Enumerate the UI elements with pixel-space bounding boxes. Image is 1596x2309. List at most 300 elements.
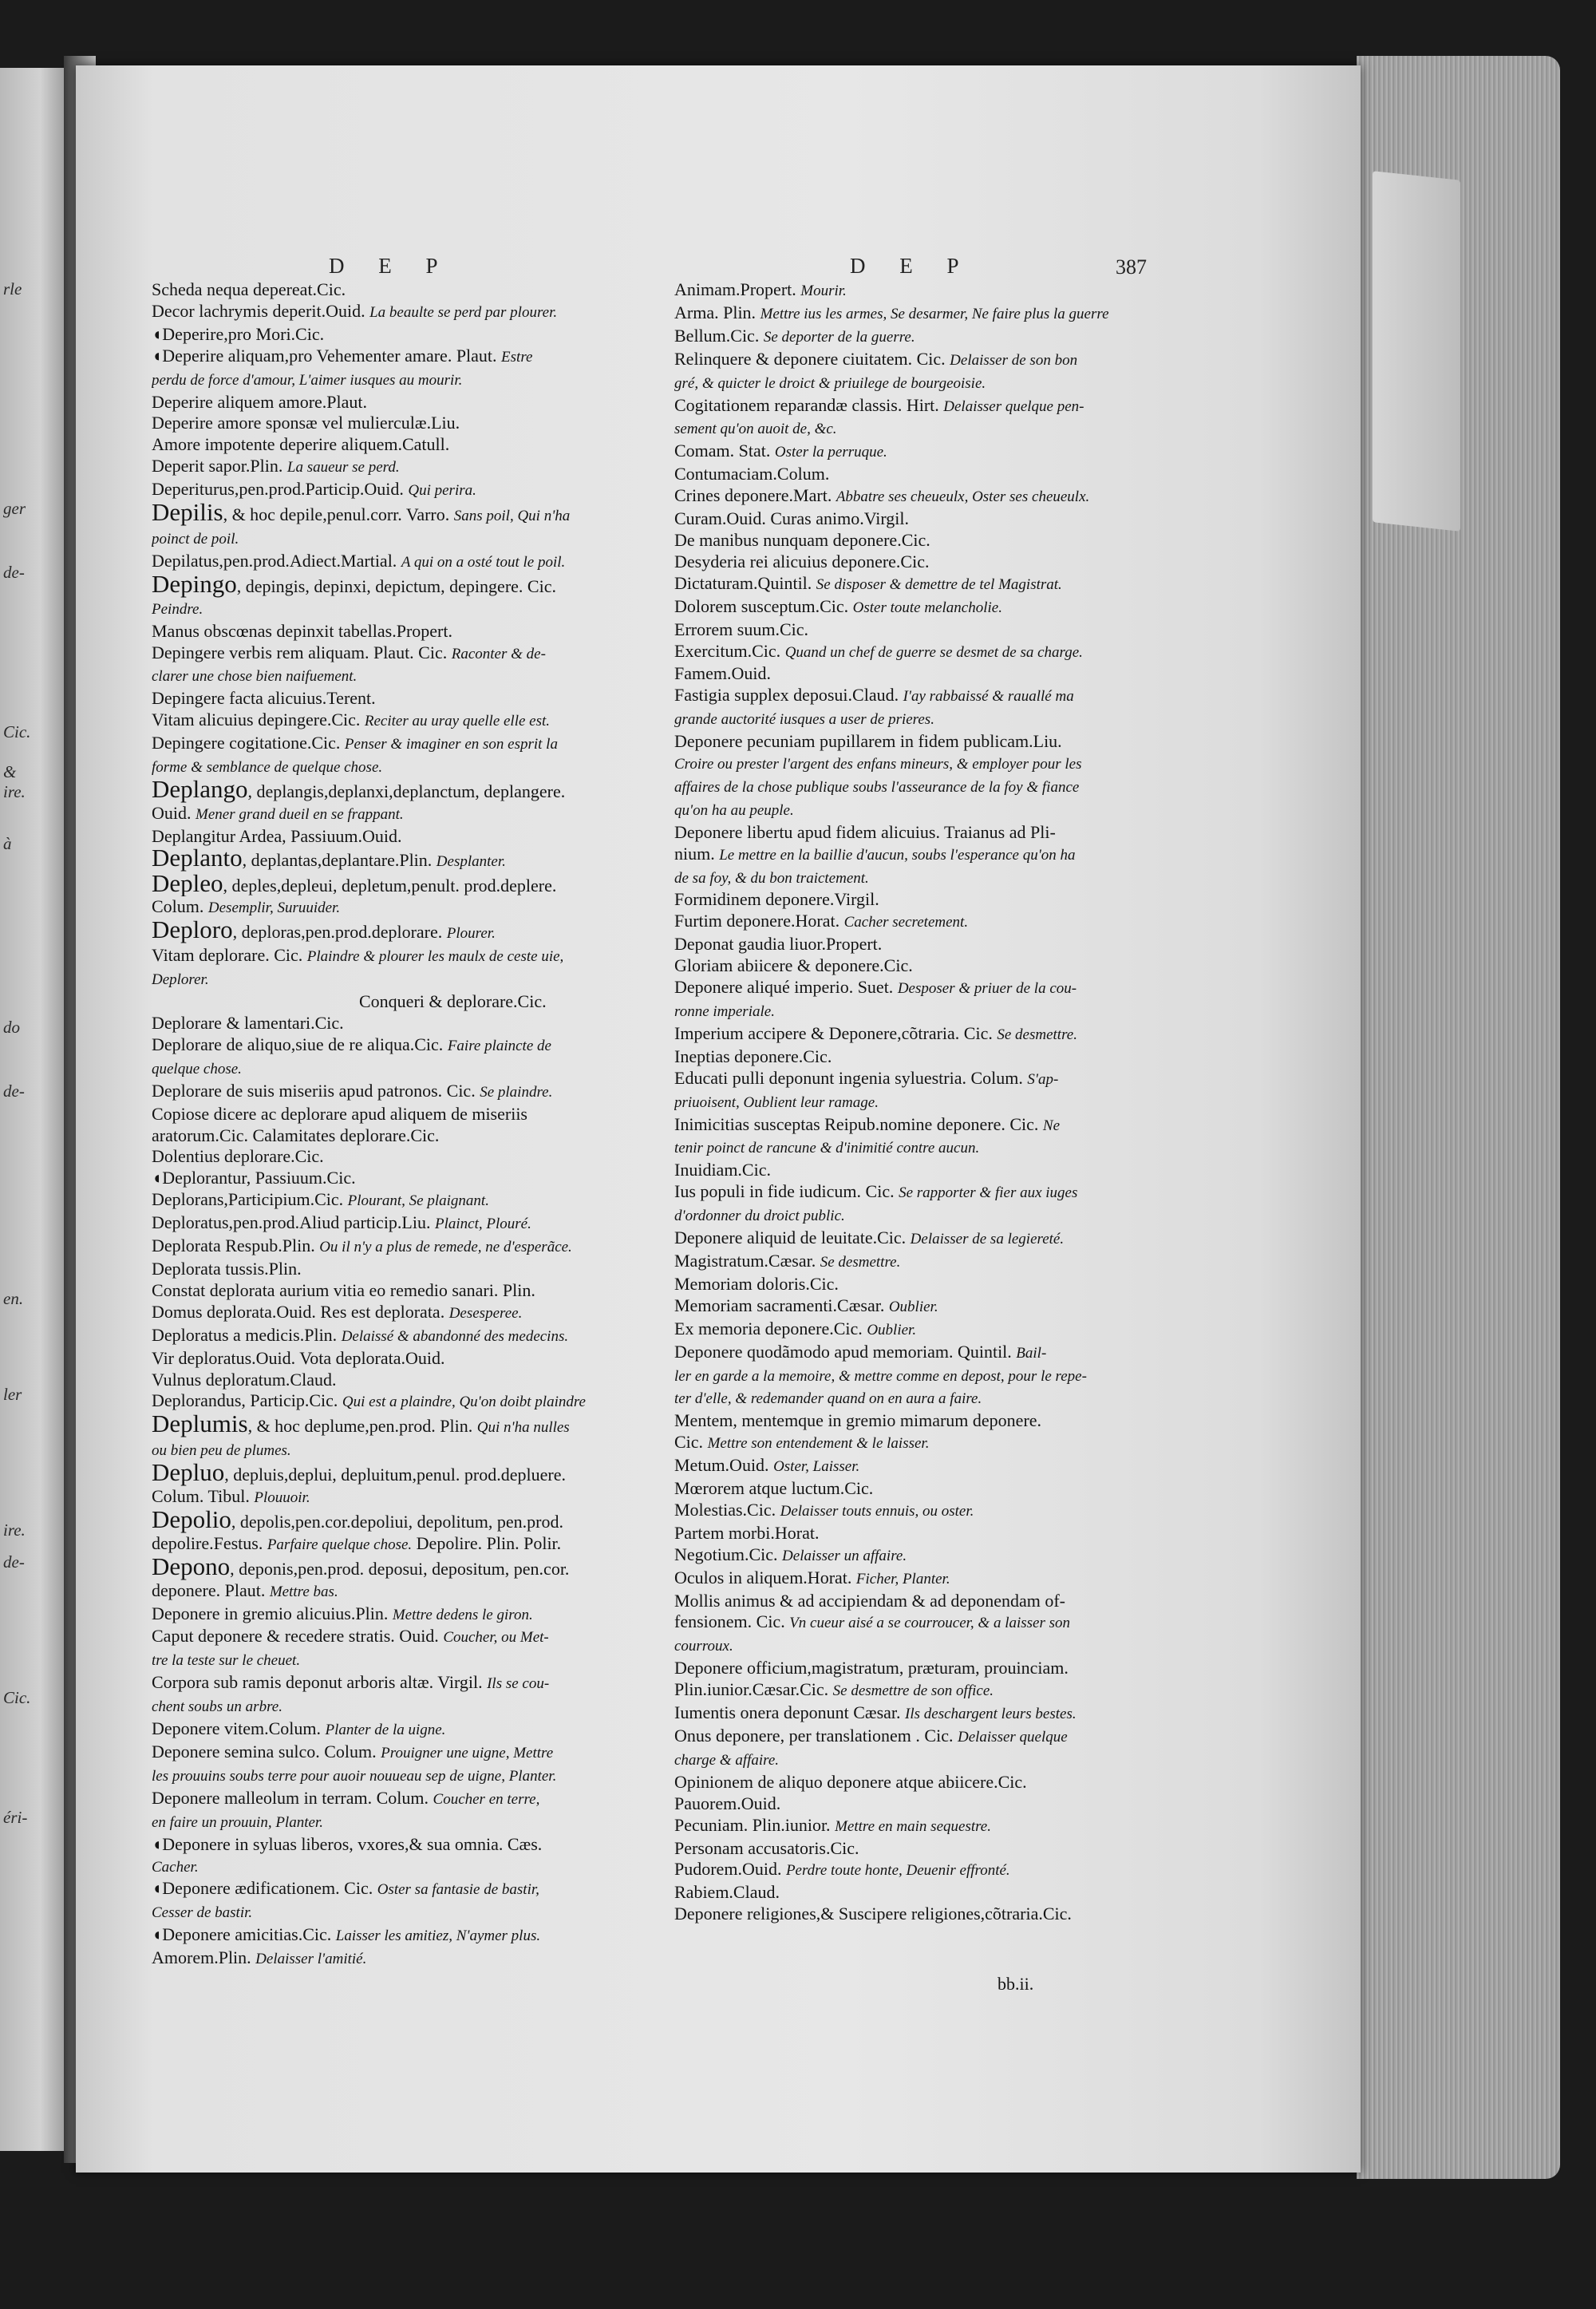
latin-text: Pauorem.Ouid. [674, 1793, 781, 1813]
signature-mark: bb.ii. [998, 1974, 1034, 1994]
french-gloss: Oster la perruque. [774, 444, 887, 461]
latin-text: ◖Deperire aliquam,pro Vehementer amare. Plaut. [152, 345, 497, 366]
dictionary-line [674, 753, 1137, 776]
latin-text: Colum. [152, 896, 204, 917]
dictionary-line [152, 1811, 618, 1834]
french-gloss: Delaisser de son bon [950, 351, 1078, 369]
dictionary-line [152, 598, 618, 621]
latin-text: Domus deplorata.Ouid. Res est deplorata. [152, 1301, 445, 1322]
latin-text: Mollis animus & ad accipiendam & ad deponendam of- [674, 1590, 1065, 1611]
latin-text: Deplorare & lamentari.Cic. [152, 1013, 344, 1033]
french-gloss: Oublier. [888, 1298, 938, 1315]
french-gloss: Mourir. [800, 283, 847, 299]
dictionary-line [152, 1462, 618, 1486]
french-gloss: Bail- [1016, 1344, 1047, 1362]
dictionary-line [152, 1370, 618, 1391]
dictionary-line [674, 1726, 1137, 1749]
dictionary-line [152, 1034, 618, 1058]
dictionary-line [152, 392, 618, 413]
left-column [152, 279, 618, 1971]
latin-text: Bellum.Cic. [674, 325, 760, 346]
latin-text: Exercitum.Cic. [674, 640, 781, 661]
dictionary-line [674, 1387, 1137, 1410]
latin-text: Deperit sapor.Plin. [152, 456, 283, 476]
french-gloss: Se desmettre. [820, 1253, 901, 1271]
dictionary-line [152, 826, 618, 848]
french-gloss: Qui perira. [408, 482, 476, 500]
dictionary-line [674, 1702, 1137, 1726]
dictionary-line [674, 1793, 1137, 1815]
french-gloss: Desposer & priuer de la cou- [897, 980, 1077, 998]
latin-text: Manus obscœnas depinxit tabellas.Propert. [152, 620, 452, 641]
french-gloss: Se deporter de la guerre. [763, 328, 915, 346]
latin-text: aratorum.Cic. Calamitates deplorare.Cic. [152, 1125, 440, 1145]
dictionary-line [152, 710, 618, 733]
right-column [674, 279, 1137, 1925]
left-page-fragment: de- [3, 563, 25, 582]
french-gloss: Cacher. [152, 1858, 199, 1876]
latin-text: Metum.Ouid. [674, 1455, 769, 1476]
latin-text: Depleo, deples,depleui, depletum,penult. prod.deplere. [152, 872, 557, 897]
dictionary-line [152, 848, 618, 873]
dictionary-line [152, 1125, 618, 1147]
dictionary-line [674, 1046, 1137, 1068]
dictionary-line [674, 619, 1137, 641]
dictionary-line [674, 552, 1137, 573]
latin-text: depolire.Festus. [152, 1532, 263, 1553]
dictionary-line [152, 1718, 618, 1742]
dictionary-line [674, 279, 1137, 302]
french-gloss: Oster, Laisser. [773, 1458, 860, 1476]
french-gloss: chent soubs un arbre. [152, 1698, 282, 1716]
dictionary-line [674, 1023, 1137, 1046]
dictionary-line [674, 641, 1137, 664]
dictionary-line [674, 934, 1137, 955]
dictionary-line [674, 1432, 1137, 1455]
latin-text: Constat deplorata aurium vitia eo remedio sanari. Plin. [152, 1279, 535, 1300]
latin-text: deponere. Plaut. [152, 1580, 266, 1600]
dictionary-line [674, 573, 1137, 596]
french-gloss: Laisser les amitiez, N'aymer plus. [335, 1927, 541, 1945]
french-gloss: Coucher, ou Met- [443, 1629, 549, 1647]
french-gloss: Ou il n'y a plus de remede, ne d'esperãce. [319, 1239, 572, 1256]
french-gloss: Qui n'ha nulles [476, 1419, 570, 1437]
latin-text: Deplorare de aliquo,siue de re aliqua.Cic. [152, 1034, 444, 1054]
running-head-right: D E P [850, 254, 974, 278]
latin-text: Errorem suum.Cic. [674, 619, 809, 639]
dictionary-line [152, 1509, 618, 1533]
dictionary-line [152, 1439, 618, 1462]
french-gloss: charge & affaire. [674, 1751, 780, 1769]
dictionary-line [152, 1013, 618, 1034]
latin-text: Memoriam doloris.Cic. [674, 1273, 839, 1294]
french-gloss: Se rapporter & fier aux iuges [899, 1184, 1078, 1202]
latin-text: Deplorandus, Particip.Cic. [152, 1390, 338, 1411]
dictionary-line [674, 955, 1137, 977]
dictionary-line [152, 1390, 618, 1413]
french-gloss: Desemplir, Suruuider. [207, 899, 341, 917]
latin-text: Deponere quodãmodo apud memoriam. Quintil. [674, 1341, 1012, 1362]
latin-text: Contumaciam.Colum. [674, 464, 830, 484]
dictionary-line [674, 1815, 1137, 1838]
latin-text: Famem.Ouid. [674, 663, 771, 684]
dictionary-line [674, 302, 1137, 326]
latin-text: ◖Deponere in syluas liberos, vxores,& sua omnia. Cæs. [152, 1833, 543, 1854]
dictionary-line [674, 1658, 1137, 1679]
french-gloss: La saueur se perd. [286, 459, 400, 476]
latin-text: Depolire. Plin. Polir. [412, 1532, 562, 1553]
french-gloss: ou bien peu de plumes. [152, 1442, 291, 1460]
dictionary-line [152, 1556, 618, 1580]
latin-text: Ouid. [152, 802, 192, 823]
dictionary-line [674, 1251, 1137, 1274]
dictionary-line [674, 1679, 1137, 1702]
paper-tab [1373, 171, 1460, 532]
dictionary-line [152, 1603, 618, 1627]
dictionary-line [674, 1228, 1137, 1251]
left-page-fragment: en. [3, 1289, 24, 1308]
french-gloss: Qui est a plaindre, Qu'on doibt plaindre [342, 1394, 586, 1411]
dictionary-line [152, 551, 618, 574]
dictionary-line [674, 822, 1137, 844]
latin-text: Deplorare de suis miseriis apud patronos. Cic. [152, 1080, 476, 1101]
dictionary-line [152, 1413, 618, 1439]
dictionary-line [152, 1695, 618, 1718]
latin-text: Deperire aliquem amore.Plaut. [152, 391, 368, 412]
french-gloss: affaires de la chose publique soubs l'asseurance de la foy & fiance [674, 778, 1080, 796]
french-gloss: qu'on ha au peuple. [674, 801, 794, 819]
latin-text: Deponere malleolum in terram. Colum. [152, 1787, 429, 1808]
french-gloss: Mettre son entendement & le laisser. [707, 1435, 930, 1453]
dictionary-line [152, 873, 618, 897]
latin-text: Mœrorem atque luctum.Cic. [674, 1478, 874, 1499]
latin-text: Gloriam abiicere & deponere.Cic. [674, 955, 913, 976]
dictionary-line [674, 1611, 1137, 1635]
dictionary-line [152, 1486, 618, 1509]
dictionary-line [152, 413, 618, 434]
latin-text: Molestias.Cic. [674, 1499, 776, 1520]
dictionary-line [674, 372, 1137, 395]
latin-text: Deplorata tussis.Plin. [152, 1258, 302, 1279]
latin-text: Vulnus deploratum.Claud. [152, 1369, 337, 1390]
latin-text: Depilis, & hoc depile,penul.corr. Varro. [152, 502, 450, 527]
latin-text: Plin.iunior.Cæsar.Cic. [674, 1679, 829, 1700]
latin-text: De manibus nunquam deponere.Cic. [674, 529, 930, 550]
latin-text: Educati pulli deponunt ingenia syluestria. Colum. [674, 1067, 1023, 1088]
dictionary-line [674, 1000, 1137, 1023]
dictionary-line [152, 688, 618, 710]
latin-text: Deponere in gremio alicuius.Plin. [152, 1603, 389, 1623]
dictionary-line [152, 1348, 618, 1370]
latin-text: Arma. Plin. [674, 302, 757, 322]
left-page-fragment: Cic. [3, 722, 31, 741]
french-gloss: courroux. [674, 1638, 733, 1655]
latin-text: Onus deponere, per translationem . Cic. [674, 1726, 954, 1746]
latin-text: Furtim deponere.Horat. [674, 911, 840, 931]
french-gloss: les prouuins soubs terre pour auoir nouueau sep de uigne, Planter. [152, 1767, 557, 1785]
dictionary-line [152, 919, 618, 945]
dictionary-line [152, 1742, 618, 1765]
latin-text: Oculos in aliquem.Horat. [674, 1567, 852, 1587]
dictionary-line [674, 1068, 1137, 1091]
dictionary-line [674, 1904, 1137, 1925]
latin-text: Relinquere & deponere ciuitatem. Cic. [674, 348, 946, 369]
french-gloss: Delaisser l'amitié. [255, 1951, 367, 1968]
left-page-fragment: de- [3, 1081, 25, 1101]
left-page-fragment: de- [3, 1552, 25, 1572]
dictionary-line [152, 1236, 618, 1259]
french-gloss: Le mettre en la baillie d'aucun, soubs l'esperance qu'on ha [719, 846, 1076, 864]
latin-text: Deplangitur Ardea, Passiuum.Ouid. [152, 825, 402, 846]
french-gloss: Abbatre ses cheueulx, Oster ses cheueulx. [836, 488, 1090, 506]
french-gloss: Coucher en terre, [433, 1790, 540, 1808]
dictionary-line [674, 1500, 1137, 1523]
dictionary-line [674, 776, 1137, 799]
dictionary-line [152, 1168, 618, 1189]
dictionary-line [152, 1788, 618, 1811]
french-gloss: grande auctorité iusques a user de prieres. [674, 711, 934, 729]
french-gloss: Oster toute melancholie. [852, 599, 1002, 616]
french-gloss: Perdre toute honte, Deuenir effronté. [785, 1862, 1010, 1880]
dictionary-line [674, 1365, 1137, 1388]
latin-text: Curam.Ouid. Curas animo.Virgil. [674, 508, 910, 529]
french-gloss: poinct de poil. [152, 530, 239, 548]
latin-text: Vitam alicuius depingere.Cic. [152, 710, 361, 730]
dictionary-line [674, 395, 1137, 418]
french-gloss: Vn cueur aisé a se courroucer, & a laisser son [789, 1615, 1071, 1632]
latin-text: Vitam deplorare. Cic. [152, 945, 303, 966]
french-gloss: Delaisser quelque pen- [943, 397, 1084, 415]
latin-text: Deplorata Respub.Plin. [152, 1236, 315, 1256]
dictionary-line [674, 731, 1137, 753]
dictionary-line [674, 1114, 1137, 1137]
dictionary-line [674, 1181, 1137, 1204]
french-gloss: A qui on a osté tout le poil. [401, 553, 566, 571]
latin-text: Personam accusatoris.Cic. [674, 1837, 859, 1858]
french-gloss: ronne imperiale. [674, 1003, 775, 1020]
latin-text: Fastigia supplex deposui.Claud. [674, 685, 899, 706]
left-page-fragment: ger [3, 499, 26, 518]
latin-text: Deponere semina sulco. Colum. [152, 1742, 377, 1761]
dictionary-line [152, 528, 618, 551]
french-gloss: Ils deschargent leurs bestes. [905, 1706, 1077, 1723]
french-gloss: Desesperee. [448, 1304, 523, 1322]
dictionary-line [152, 803, 618, 826]
french-gloss: tenir poinct de rancune & d'inimitié contre aucun. [674, 1140, 980, 1157]
left-page-edge [0, 68, 73, 2151]
latin-text: Depluo, depluis,deplui, depluitum,penul. prod.depluere. [152, 1462, 566, 1487]
latin-text: Deplumis, & hoc deplume,pen.prod. Plin. [152, 1413, 473, 1438]
latin-text: Deploratus,pen.prod.Aliud particip.Liu. [152, 1212, 431, 1233]
latin-text: Deponere aliqué imperio. Suet. [674, 977, 894, 998]
dictionary-line [674, 663, 1137, 685]
dictionary-line [152, 1626, 618, 1649]
latin-text: Crines deponere.Mart. [674, 485, 832, 506]
dictionary-line [674, 1772, 1137, 1793]
french-gloss: Mettre bas. [269, 1583, 338, 1600]
french-gloss: Quand un chef de guerre se desmet de sa charge. [784, 643, 1083, 661]
french-gloss: Sans poil, Qui n'ha [453, 508, 571, 525]
dictionary-line [152, 779, 618, 803]
dictionary-line [152, 733, 618, 756]
latin-text: Comam. Stat. [674, 441, 771, 461]
latin-text: Rabiem.Claud. [674, 1882, 780, 1903]
left-page-fragment: Cic. [3, 1688, 31, 1707]
french-gloss: Cacher secretement. [843, 914, 969, 931]
french-gloss: Se plaindre. [480, 1083, 553, 1101]
page-number: 387 [1116, 255, 1147, 279]
dictionary-line [674, 417, 1137, 441]
latin-text: Dictaturam.Quintil. [674, 572, 812, 593]
latin-text: Partem morbi.Horat. [674, 1522, 820, 1543]
latin-text: Pecuniam. Plin.iunior. [674, 1814, 831, 1835]
dictionary-line [152, 1104, 618, 1125]
french-gloss: Prouigner une uigne, Mettre [381, 1745, 554, 1761]
french-gloss: Se desmettre. [997, 1026, 1077, 1043]
french-gloss: Oster sa fantasie de bastir, [377, 1881, 539, 1899]
latin-text: Negotium.Cic. [674, 1544, 778, 1564]
dictionary-line [152, 1533, 618, 1556]
latin-text: nium. [674, 843, 715, 864]
french-gloss: Delaisser quelque [957, 1729, 1068, 1746]
dictionary-line [152, 756, 618, 779]
dictionary-line [674, 596, 1137, 619]
latin-text: Deponere aliquid de leuitate.Cic. [674, 1228, 907, 1248]
french-gloss: Se disposer & demettre de tel Magistrat. [816, 575, 1062, 593]
latin-text: Decor lachrymis deperit.Ouid. [152, 300, 365, 321]
dictionary-line [152, 1081, 618, 1104]
french-gloss: Delaissé & abandonné des medecins. [341, 1327, 569, 1345]
dictionary-line [152, 574, 618, 598]
latin-text: Corpora sub ramis deponut arboris altæ. Virgil. [152, 1672, 483, 1693]
left-page-fragment: ire. [3, 782, 26, 801]
french-gloss: Plouuoir. [254, 1489, 310, 1507]
dictionary-line [152, 642, 618, 666]
dictionary-line [674, 1274, 1137, 1295]
french-gloss: Mettre en main sequestre. [835, 1817, 991, 1835]
left-page-fragment: à [3, 834, 12, 853]
dictionary-line [152, 1580, 618, 1603]
dictionary-line [674, 911, 1137, 934]
latin-text: Depilatus,pen.prod.Adiect.Martial. [152, 550, 397, 571]
dictionary-line [674, 1204, 1137, 1228]
latin-text: Cic. [674, 1432, 704, 1453]
dictionary-line [152, 502, 618, 528]
latin-text: Ius populi in fide iudicum. Cic. [674, 1181, 895, 1202]
french-gloss: Raconter & de- [451, 645, 546, 662]
dictionary-line [674, 1091, 1137, 1114]
latin-text: Conqueri & deplorare.Cic. [359, 991, 547, 1012]
french-gloss: Desplanter. [436, 852, 506, 870]
latin-text: Depono, deponis,pen.prod. deposui, depositum, pen.cor. [152, 1556, 570, 1580]
dictionary-line [152, 1924, 618, 1947]
french-gloss: Oublier. [867, 1321, 917, 1338]
dictionary-line [674, 464, 1137, 485]
french-gloss: Ne [1042, 1117, 1061, 1134]
latin-text: Desyderia rei alicuius deponere.Cic. [674, 551, 930, 571]
dictionary-line [152, 991, 618, 1013]
french-gloss: S'ap- [1027, 1070, 1059, 1088]
french-gloss: Planter de la uigne. [325, 1722, 446, 1739]
latin-text: Ineptias deponere.Cic. [674, 1046, 832, 1066]
latin-text: Mentem, mentemque in gremio mimarum deponere. [674, 1410, 1042, 1431]
french-gloss: Mettre dedens le giron. [392, 1606, 533, 1623]
dictionary-line [152, 1212, 618, 1236]
latin-text: Deplorans,Participium.Cic. [152, 1189, 344, 1210]
latin-text: Deploratus a medicis.Plin. [152, 1324, 338, 1345]
french-gloss: Estre [501, 348, 533, 366]
french-gloss: La beaulte se perd par plourer. [369, 303, 558, 321]
dictionary-line [674, 1838, 1137, 1860]
page-block-edges [1357, 56, 1560, 2179]
french-gloss: clarer une chose bien naifuement. [152, 668, 358, 686]
dictionary-line [152, 1302, 618, 1325]
latin-text: Amorem.Plin. [152, 1947, 251, 1968]
latin-text: Dolentius deplorare.Cic. [152, 1146, 324, 1167]
dictionary-line [152, 1259, 618, 1280]
french-gloss: gré, & quicter le droict & priuilege de bourgeoisie. [674, 374, 986, 392]
dictionary-line [674, 1749, 1137, 1772]
dictionary-line [152, 1901, 618, 1924]
french-gloss: tre la teste sur le cheuet. [152, 1652, 301, 1670]
dictionary-line [152, 301, 618, 324]
latin-text: ◖Deplorantur, Passiuum.Cic. [152, 1168, 356, 1188]
latin-text: Depolio, depolis,pen.cor.depoliui, depolitum, pen.prod. [152, 1508, 563, 1533]
french-gloss: Se desmettre de son office. [832, 1682, 994, 1700]
latin-text: ◖Deponere amicitias.Cic. [152, 1924, 332, 1945]
latin-text: Imperium accipere & Deponere,cõtraria. Cic. [674, 1022, 993, 1043]
dictionary-line [674, 977, 1137, 1000]
latin-text: Ex memoria deponere.Cic. [674, 1318, 863, 1338]
dictionary-line [152, 1189, 618, 1212]
dictionary-line [152, 1146, 618, 1168]
french-gloss: Deplorer. [152, 971, 209, 989]
dictionary-line [674, 1319, 1137, 1342]
latin-text: Depingere facta alicuius.Terent. [152, 688, 376, 709]
dictionary-line [152, 279, 618, 301]
dictionary-line [152, 621, 618, 642]
dictionary-line [152, 896, 618, 919]
dictionary-line [152, 434, 618, 456]
french-gloss: ler en garde a la memoire, & mettre comme en depost, pour le repe- [674, 1367, 1087, 1385]
latin-text: Deploro, deploras,pen.prod.deplorare. [152, 919, 443, 944]
latin-text: Deperiturus,pen.prod.Particip.Ouid. [152, 479, 404, 500]
running-head-left: D E P [329, 254, 452, 278]
latin-text: Deplango, deplangis,deplanxi,deplanctum, deplangere. [152, 778, 566, 803]
latin-text: Deplanto, deplantas,deplantare.Plin. [152, 847, 433, 872]
dictionary-line [674, 1160, 1137, 1181]
french-gloss: Faire plaincte de [447, 1037, 551, 1054]
dictionary-line [152, 1856, 618, 1879]
left-page-fragment: do [3, 1018, 20, 1037]
latin-text: Deponere pecuniam pupillarem in fidem publicam.Liu. [674, 731, 1062, 752]
latin-text: ◖Deponere ædificationem. Cic. [152, 1878, 373, 1899]
latin-text: Memoriam sacramenti.Cæsar. [674, 1295, 885, 1315]
dictionary-line [674, 1859, 1137, 1882]
french-gloss: de sa foy, & du bon traictement. [674, 869, 869, 887]
dictionary-line [674, 1478, 1137, 1500]
dictionary-line [674, 867, 1137, 890]
french-gloss: priuoisent, Oublient leur ramage. [674, 1093, 879, 1111]
dictionary-line [152, 1280, 618, 1302]
latin-text: Opinionem de aliquo deponere atque abiicere.Cic. [674, 1771, 1027, 1792]
latin-text: Deponat gaudia liuor.Propert. [674, 934, 883, 955]
latin-text: fensionem. Cic. [674, 1611, 785, 1632]
french-gloss: sement qu'on auoit de, &c. [674, 421, 837, 438]
dictionary-line [152, 1672, 618, 1695]
dictionary-line [674, 508, 1137, 530]
left-page-fragment: ire. [3, 1520, 26, 1540]
